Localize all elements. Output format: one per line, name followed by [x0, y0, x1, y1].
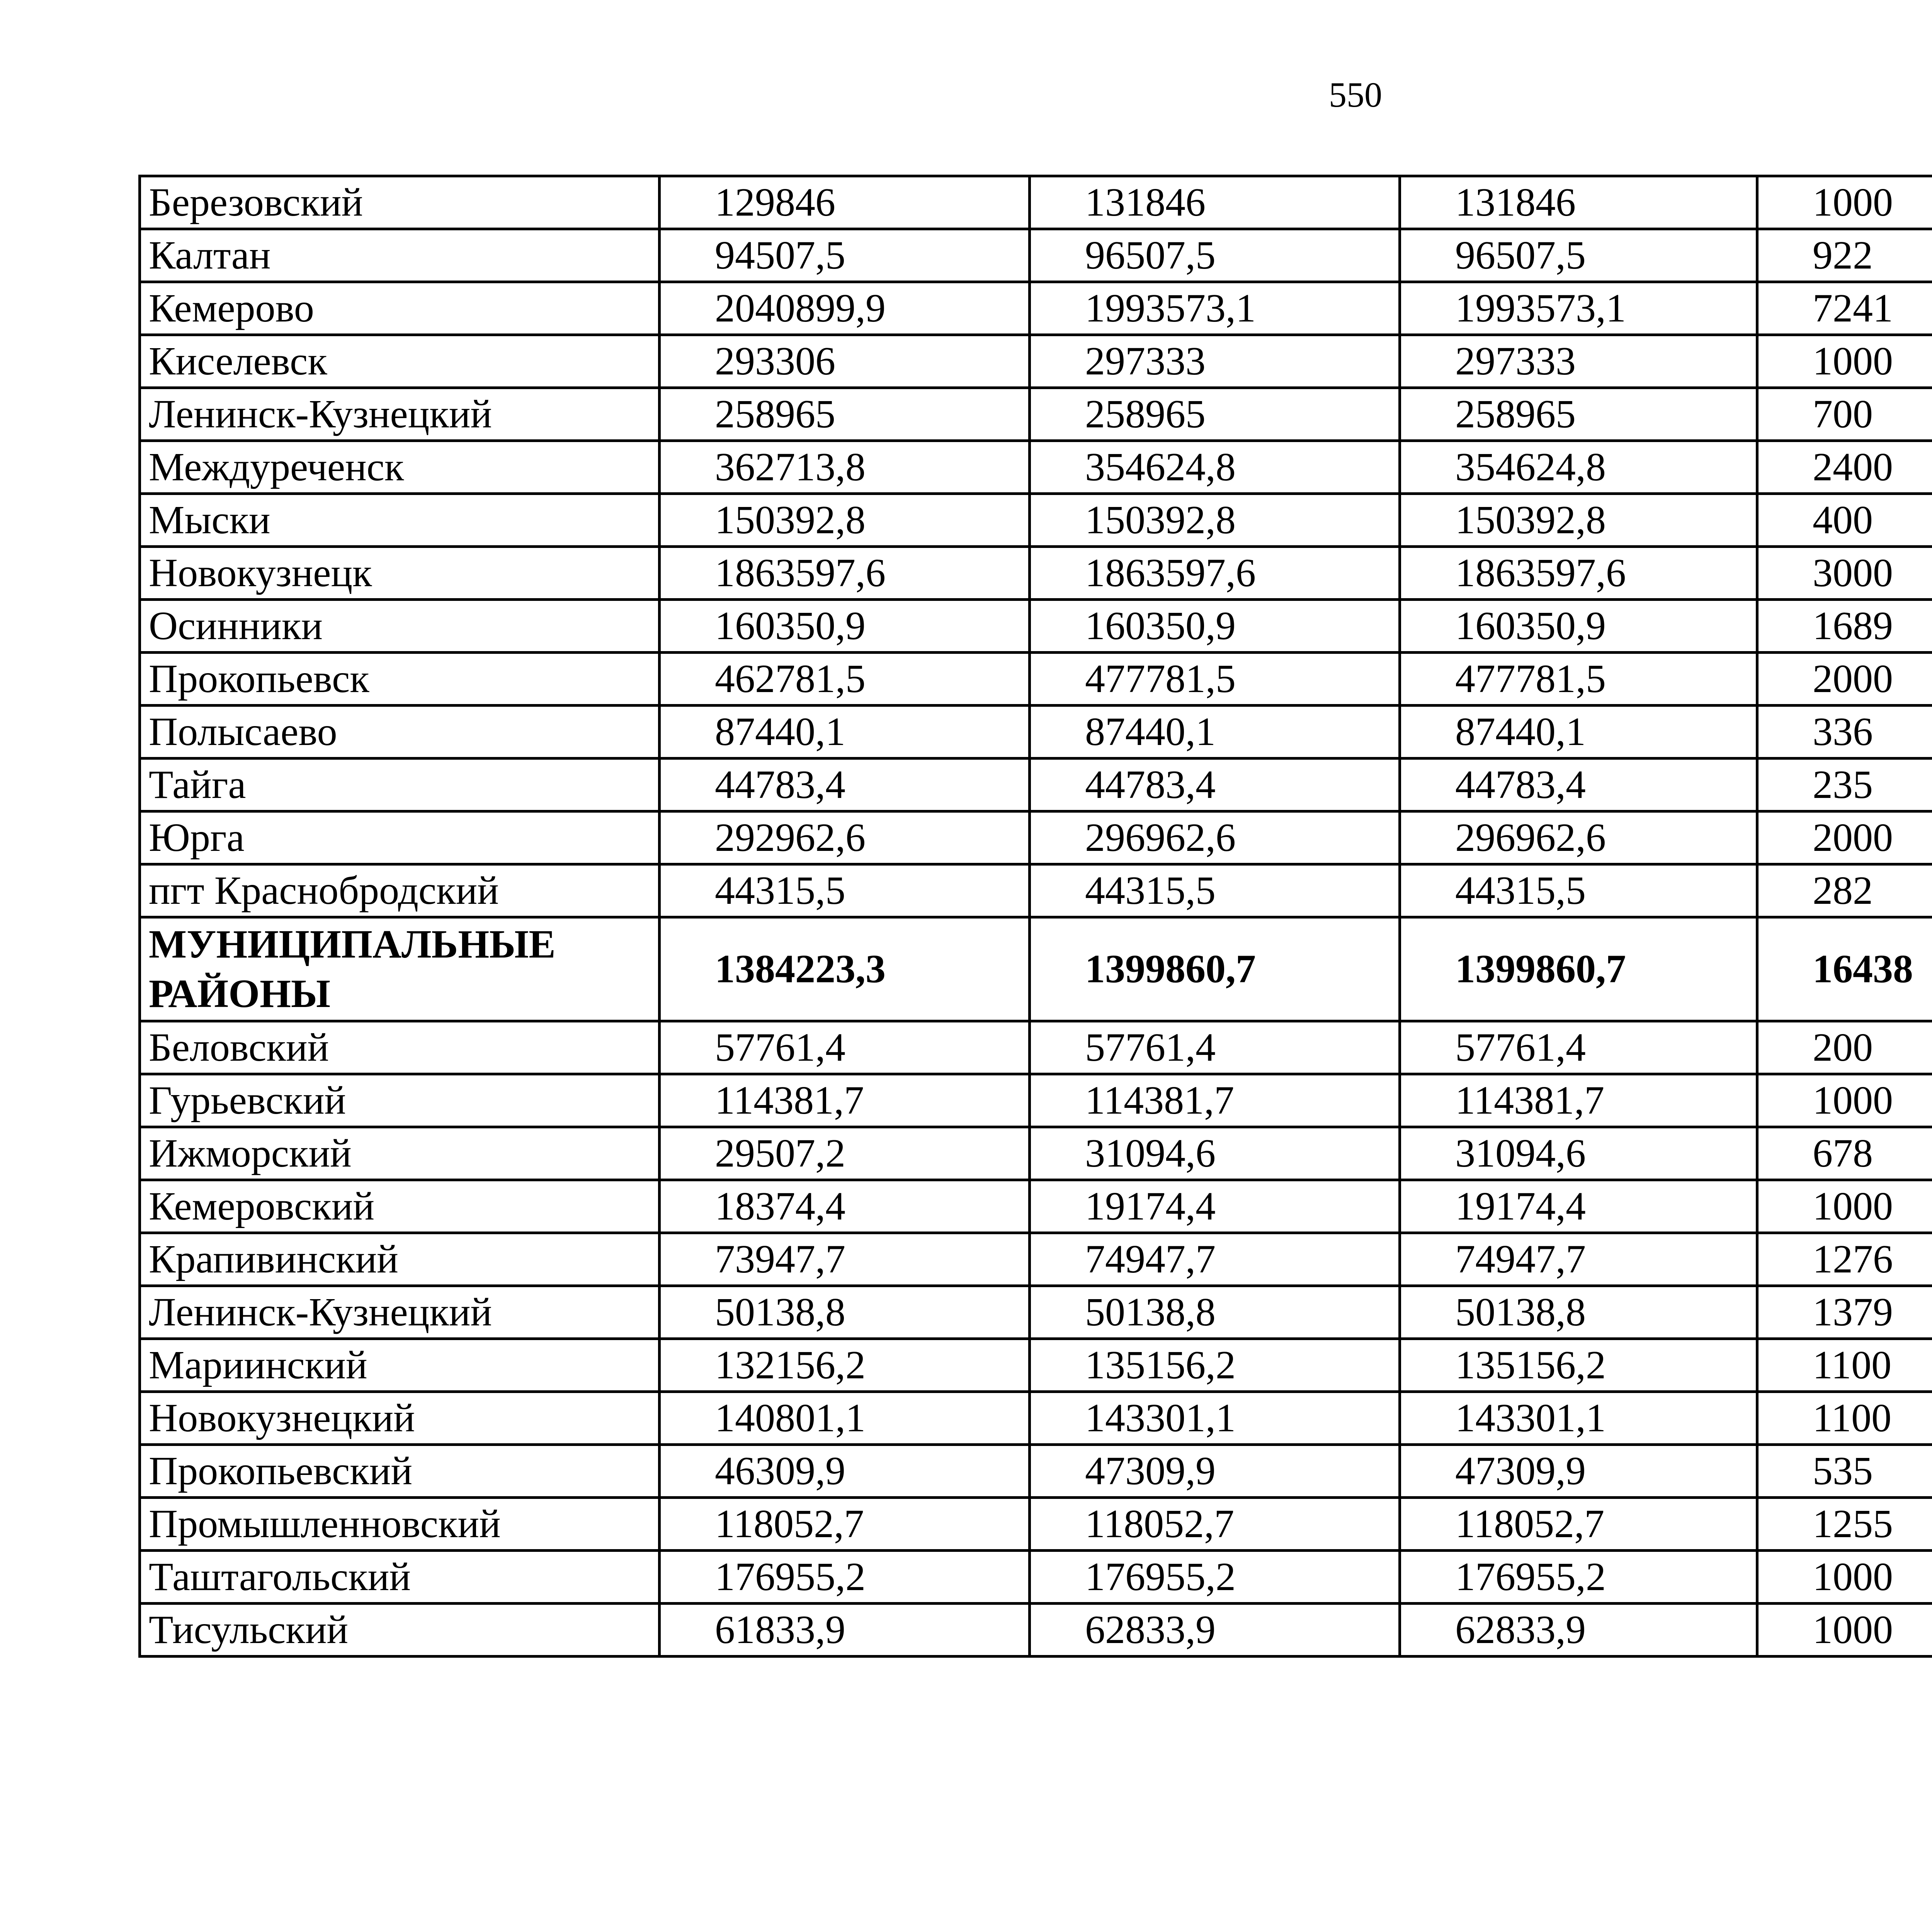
table-row	[140, 653, 1932, 706]
value-cell: 19174,4	[1030, 1180, 1400, 1233]
row-name-cell: Калтан	[140, 229, 660, 282]
value-cell: 354624,8	[1400, 441, 1757, 494]
value-cell: 19174,4	[1400, 1180, 1757, 1233]
table-row	[140, 229, 1932, 282]
value-cell: 258965	[660, 388, 1030, 441]
value-cell: 31094,6	[1030, 1127, 1400, 1180]
table-row	[140, 706, 1932, 759]
value-cell: 96507,5	[1030, 229, 1400, 282]
value-cell: 336	[1757, 706, 1932, 759]
value-cell: 362713,8	[660, 441, 1030, 494]
table-row	[140, 1286, 1932, 1339]
value-cell: 400	[1757, 494, 1932, 547]
value-cell: 143301,1	[1400, 1392, 1757, 1445]
value-cell: 50138,8	[660, 1286, 1030, 1339]
value-cell: 44315,5	[1030, 864, 1400, 917]
value-cell: 235	[1757, 759, 1932, 811]
row-name-cell: Юрга	[140, 811, 660, 864]
value-cell: 160350,9	[1400, 600, 1757, 653]
value-cell: 1379	[1757, 1286, 1932, 1339]
table-row	[140, 1445, 1932, 1498]
value-cell: 1000	[1757, 1180, 1932, 1233]
value-cell: 176955,2	[660, 1551, 1030, 1604]
row-name-cell: Ленинск-Кузнецкий	[140, 1286, 660, 1339]
row-name-cell: Березовский	[140, 176, 660, 229]
value-cell: 114381,7	[1030, 1074, 1400, 1127]
value-cell: 292962,6	[660, 811, 1030, 864]
value-cell: 50138,8	[1400, 1286, 1757, 1339]
value-cell: 118052,7	[1400, 1498, 1757, 1551]
value-cell: 135156,2	[1400, 1339, 1757, 1392]
value-cell: 535	[1757, 1445, 1932, 1498]
value-cell: 1000	[1757, 1551, 1932, 1604]
table-row	[140, 1392, 1932, 1445]
row-name-cell: Таштагольский	[140, 1551, 660, 1604]
value-cell: 140801,1	[660, 1392, 1030, 1445]
table-row	[140, 282, 1932, 335]
row-name-cell: Киселевск	[140, 335, 660, 388]
value-cell: 1863597,6	[1030, 547, 1400, 600]
row-name-cell: Осинники	[140, 600, 660, 653]
value-cell: 47309,9	[1400, 1445, 1757, 1498]
table-row-total	[140, 917, 1932, 1021]
value-cell: 1276	[1757, 1233, 1932, 1286]
value-cell: 1399860,7	[1400, 917, 1757, 1021]
row-name-cell: Кемерово	[140, 282, 660, 335]
value-cell: 160350,9	[1030, 600, 1400, 653]
value-cell: 57761,4	[1400, 1021, 1757, 1074]
table-row	[140, 1021, 1932, 1074]
value-cell: 129846	[660, 176, 1030, 229]
row-name-cell: МУНИЦИПАЛЬНЫЕ РАЙОНЫ	[140, 917, 660, 1021]
value-cell: 296962,6	[1030, 811, 1400, 864]
table-row	[140, 811, 1932, 864]
value-cell: 131846	[1030, 176, 1400, 229]
value-cell: 1100	[1757, 1392, 1932, 1445]
value-cell: 282	[1757, 864, 1932, 917]
value-cell: 31094,6	[1400, 1127, 1757, 1180]
value-cell: 1000	[1757, 335, 1932, 388]
value-cell: 44315,5	[1400, 864, 1757, 917]
value-cell: 2000	[1757, 811, 1932, 864]
value-cell: 62833,9	[1400, 1604, 1757, 1657]
value-cell: 118052,7	[660, 1498, 1030, 1551]
row-name-cell: Прокопьевск	[140, 653, 660, 706]
row-name-cell: пгт Краснобродский	[140, 864, 660, 917]
row-name-cell: Тисульский	[140, 1604, 660, 1657]
row-name-cell: Кемеровский	[140, 1180, 660, 1233]
value-cell: 2040899,9	[660, 282, 1030, 335]
value-cell: 1384223,3	[660, 917, 1030, 1021]
value-cell: 1000	[1757, 1074, 1932, 1127]
row-name-cell: Тайга	[140, 759, 660, 811]
value-cell: 150392,8	[1030, 494, 1400, 547]
value-cell: 1993573,1	[1030, 282, 1400, 335]
value-cell: 200	[1757, 1021, 1932, 1074]
value-cell: 114381,7	[1400, 1074, 1757, 1127]
value-cell: 1000	[1757, 176, 1932, 229]
value-cell: 74947,7	[1030, 1233, 1400, 1286]
page-number: 550	[1329, 75, 1382, 114]
table-row	[140, 441, 1932, 494]
table-row	[140, 1551, 1932, 1604]
value-cell: 1000	[1757, 1604, 1932, 1657]
value-cell: 477781,5	[1400, 653, 1757, 706]
row-name-cell: Междуреченск	[140, 441, 660, 494]
value-cell: 150392,8	[1400, 494, 1757, 547]
value-cell: 29507,2	[660, 1127, 1030, 1180]
value-cell: 131846	[1400, 176, 1757, 229]
row-name-cell: Мыски	[140, 494, 660, 547]
value-cell: 700	[1757, 388, 1932, 441]
data-table	[138, 175, 1932, 1658]
table-row	[140, 1127, 1932, 1180]
value-cell: 57761,4	[1030, 1021, 1400, 1074]
value-cell: 176955,2	[1030, 1551, 1400, 1604]
row-name-cell: Новокузнецк	[140, 547, 660, 600]
table-row	[140, 335, 1932, 388]
value-cell: 16438	[1757, 917, 1932, 1021]
value-cell: 143301,1	[1030, 1392, 1400, 1445]
table-row	[140, 1233, 1932, 1286]
value-cell: 1100	[1757, 1339, 1932, 1392]
value-cell: 1255	[1757, 1498, 1932, 1551]
value-cell: 2400	[1757, 441, 1932, 494]
value-cell: 44783,4	[660, 759, 1030, 811]
table-row	[140, 1180, 1932, 1233]
value-cell: 1689	[1757, 600, 1932, 653]
value-cell: 96507,5	[1400, 229, 1757, 282]
value-cell: 462781,5	[660, 653, 1030, 706]
row-name-cell: Гурьевский	[140, 1074, 660, 1127]
value-cell: 160350,9	[660, 600, 1030, 653]
value-cell: 258965	[1400, 388, 1757, 441]
value-cell: 114381,7	[660, 1074, 1030, 1127]
row-name-cell: Крапивинский	[140, 1233, 660, 1286]
value-cell: 150392,8	[660, 494, 1030, 547]
row-name-cell: Ижморский	[140, 1127, 660, 1180]
table-body	[140, 176, 1932, 1657]
value-cell: 44315,5	[660, 864, 1030, 917]
value-cell: 296962,6	[1400, 811, 1757, 864]
value-cell: 87440,1	[1030, 706, 1400, 759]
value-cell: 1863597,6	[660, 547, 1030, 600]
value-cell: 74947,7	[1400, 1233, 1757, 1286]
value-cell: 18374,4	[660, 1180, 1030, 1233]
value-cell: 135156,2	[1030, 1339, 1400, 1392]
table-row	[140, 1339, 1932, 1392]
value-cell: 354624,8	[1030, 441, 1400, 494]
row-name-cell: Беловский	[140, 1021, 660, 1074]
value-cell: 1863597,6	[1400, 547, 1757, 600]
table-row	[140, 1498, 1932, 1551]
value-cell: 73947,7	[660, 1233, 1030, 1286]
table-row	[140, 864, 1932, 917]
value-cell: 132156,2	[660, 1339, 1030, 1392]
value-cell: 1399860,7	[1030, 917, 1400, 1021]
value-cell: 87440,1	[1400, 706, 1757, 759]
value-cell: 258965	[1030, 388, 1400, 441]
value-cell: 3000	[1757, 547, 1932, 600]
value-cell: 297333	[1400, 335, 1757, 388]
table-row	[140, 494, 1932, 547]
value-cell: 2000	[1757, 653, 1932, 706]
value-cell: 44783,4	[1030, 759, 1400, 811]
value-cell: 678	[1757, 1127, 1932, 1180]
value-cell: 50138,8	[1030, 1286, 1400, 1339]
value-cell: 7241	[1757, 282, 1932, 335]
value-cell: 46309,9	[660, 1445, 1030, 1498]
value-cell: 47309,9	[1030, 1445, 1400, 1498]
value-cell: 176955,2	[1400, 1551, 1757, 1604]
row-name-cell: Ленинск-Кузнецкий	[140, 388, 660, 441]
value-cell: 293306	[660, 335, 1030, 388]
value-cell: 1993573,1	[1400, 282, 1757, 335]
value-cell: 118052,7	[1030, 1498, 1400, 1551]
table-row	[140, 176, 1932, 229]
value-cell: 44783,4	[1400, 759, 1757, 811]
row-name-cell: Новокузнецкий	[140, 1392, 660, 1445]
table-row	[140, 388, 1932, 441]
table-row	[140, 547, 1932, 600]
table-row	[140, 600, 1932, 653]
row-name-cell: Промышленновский	[140, 1498, 660, 1551]
value-cell: 477781,5	[1030, 653, 1400, 706]
value-cell: 62833,9	[1030, 1604, 1400, 1657]
value-cell: 297333	[1030, 335, 1400, 388]
value-cell: 57761,4	[660, 1021, 1030, 1074]
value-cell: 94507,5	[660, 229, 1030, 282]
row-name-cell: Мариинский	[140, 1339, 660, 1392]
table-row	[140, 759, 1932, 811]
value-cell: 87440,1	[660, 706, 1030, 759]
value-cell: 922	[1757, 229, 1932, 282]
table-row	[140, 1604, 1932, 1657]
table-row	[140, 1074, 1932, 1127]
row-name-cell: Прокопьевский	[140, 1445, 660, 1498]
value-cell: 61833,9	[660, 1604, 1030, 1657]
row-name-cell: Полысаево	[140, 706, 660, 759]
